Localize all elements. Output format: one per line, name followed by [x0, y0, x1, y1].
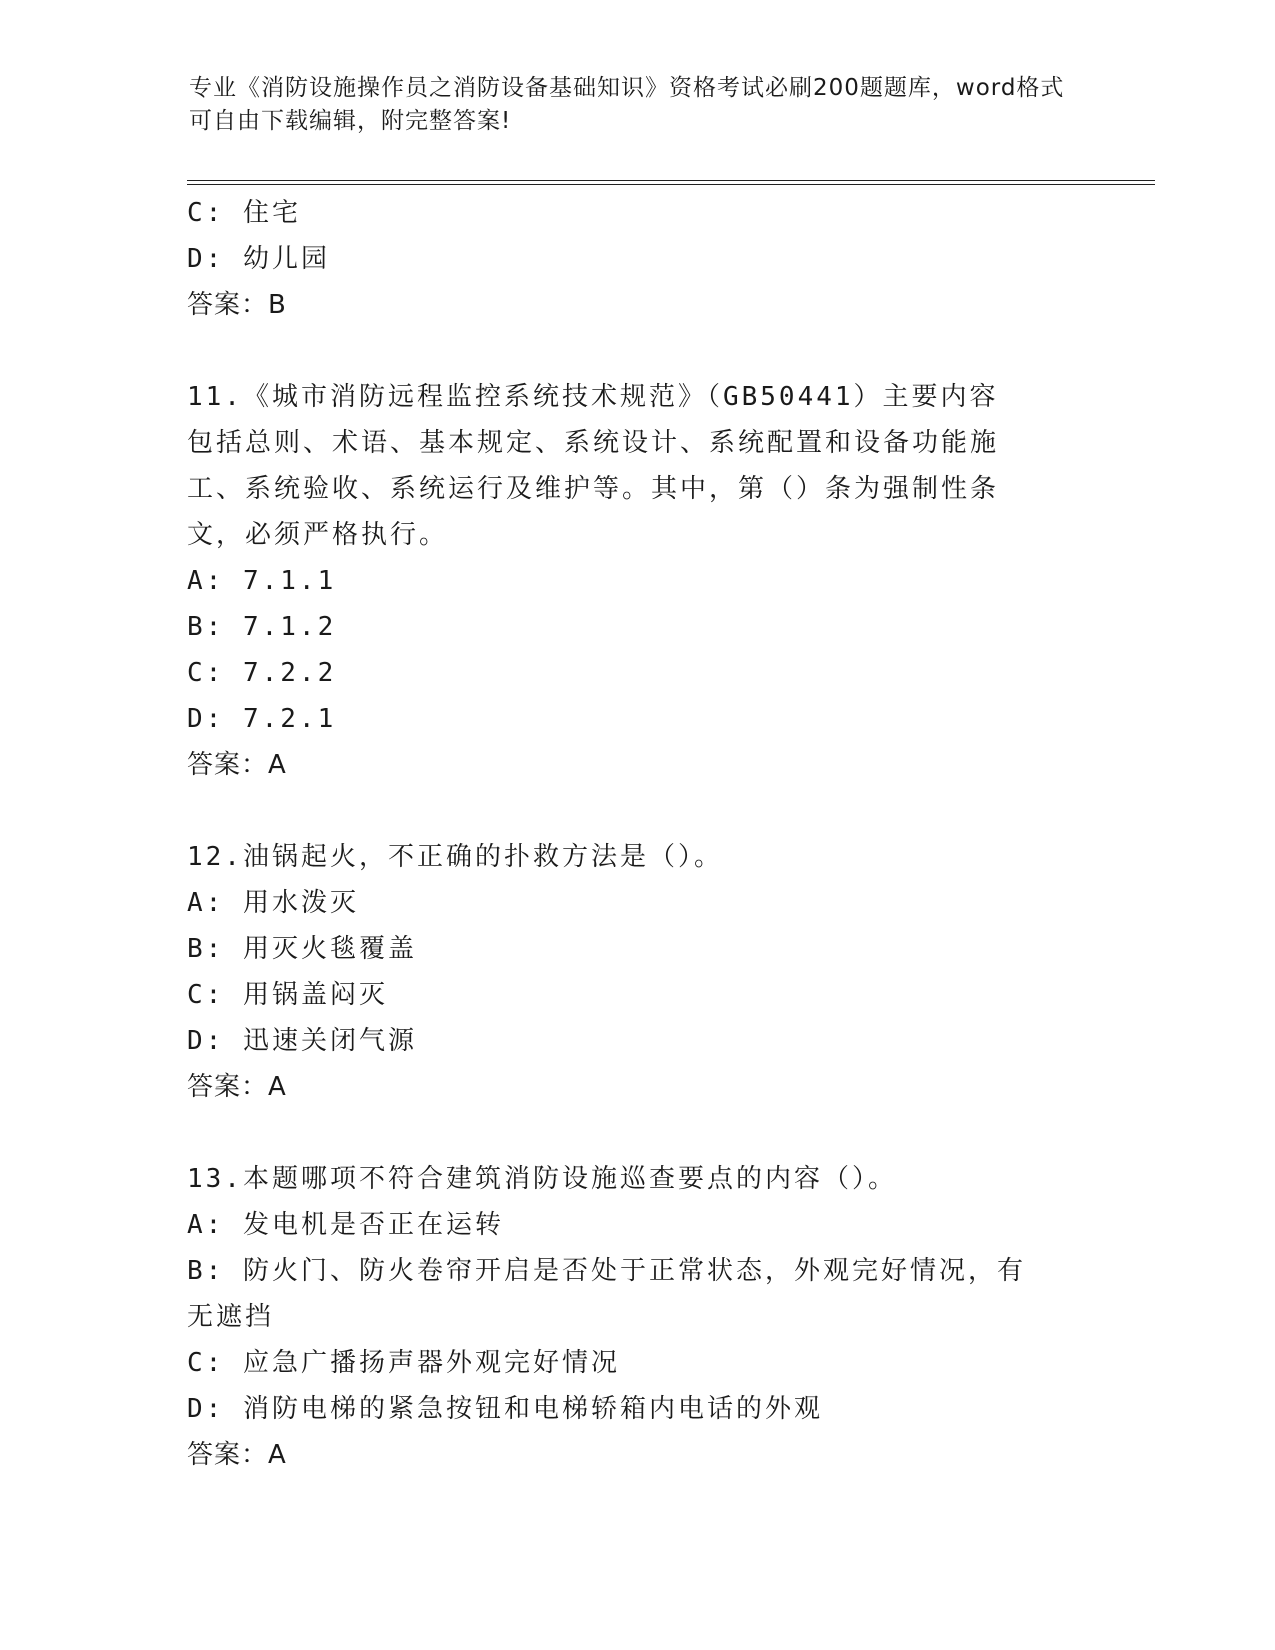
header-rule-bottom: [187, 184, 1155, 185]
option-b: B: 7.1.2: [187, 612, 337, 642]
document-header: 专业《消防设施操作员之消防设备基础知识》资格考试必刷200题题库，word格式可自由下载编辑，附完整答案!: [189, 75, 1065, 134]
option-d: D: 消防电梯的紧急按钮和电梯轿箱内电话的外观: [187, 1394, 823, 1424]
question-stem: 11.《城市消防远程监控系统技术规范》（GB50441）主要内容包括总则、术语、基本规定、系统设计、系统配置和设备功能施工、系统验收、系统运行及维护等。其中，第（）条为强制性条文，必须严格执行。: [187, 382, 1000, 550]
spacer: [187, 328, 1087, 374]
option-c: C: 住宅: [187, 198, 301, 228]
option-c: C: 用锅盖闷灭: [187, 980, 388, 1010]
option-b: B: 用灭火毯覆盖: [187, 934, 417, 964]
question-stem: 12.油锅起火，不正确的扑救方法是（）。: [187, 842, 723, 872]
option-d: D: 迅速关闭气源: [187, 1026, 417, 1056]
spacer: [187, 1110, 1087, 1156]
answer-line: 答案：A: [187, 1072, 287, 1102]
option-a: A: 用水泼灭: [187, 888, 359, 918]
spacer: [187, 788, 1087, 834]
option-d: D: 7.2.1: [187, 704, 337, 734]
option-c: C: 应急广播扬声器外观完好情况: [187, 1348, 620, 1378]
option-a: A: 7.1.1: [187, 566, 337, 596]
option-d: D: 幼儿园: [187, 244, 330, 274]
question-stem: 13.本题哪项不符合建筑消防设施巡查要点的内容（）。: [187, 1164, 897, 1194]
answer-line: 答案：A: [187, 1440, 287, 1470]
document-body: [187, 190, 1087, 1478]
option-b: B: 防火门、防火卷帘开启是否处于正常状态，外观完好情况，有无遮挡: [187, 1256, 1026, 1332]
option-c: C: 7.2.2: [187, 658, 337, 688]
answer-line: 答案：A: [187, 750, 287, 780]
option-a: A: 发电机是否正在运转: [187, 1210, 504, 1240]
answer-line: 答案：B: [187, 290, 287, 320]
header-rule-top: [187, 180, 1155, 181]
